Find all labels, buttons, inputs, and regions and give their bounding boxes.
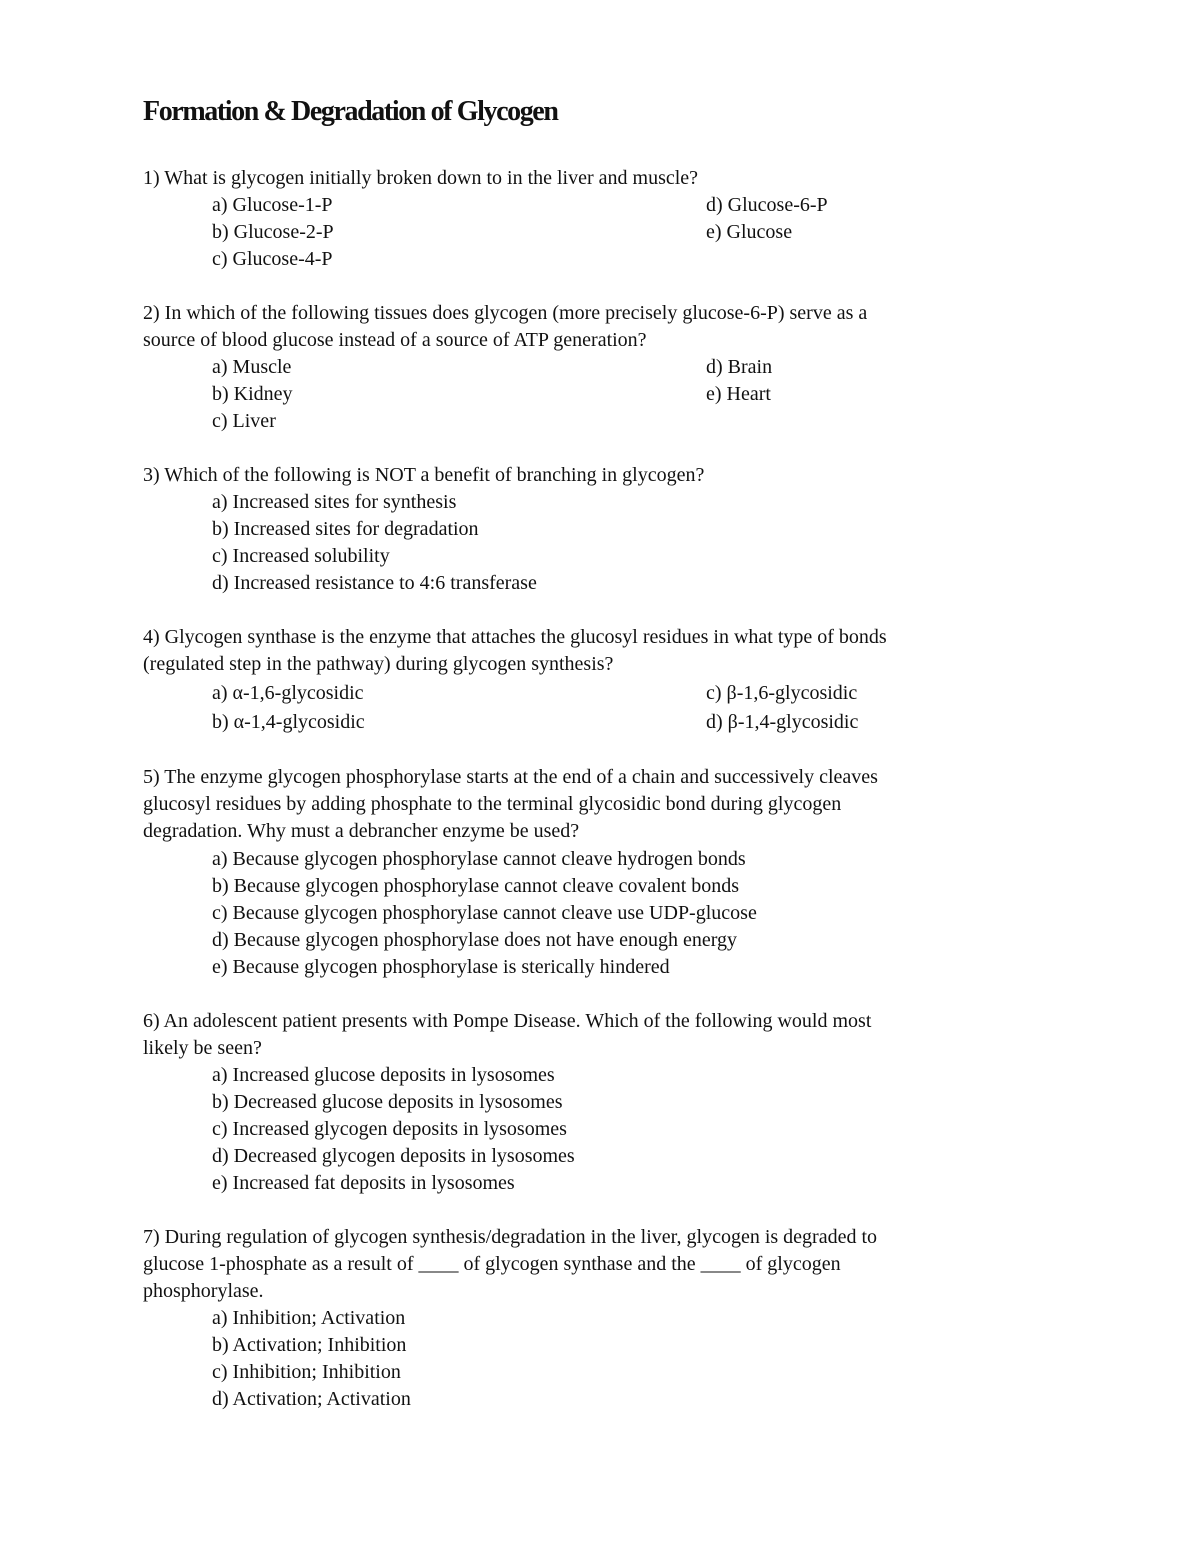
question-6-option-b: b) Decreased glucose deposits in lysosomes: [212, 1091, 563, 1113]
question-3-stem-line-1: 3) Which of the following is NOT a benefit of branching in glycogen?: [143, 464, 705, 486]
question-7-option-d: d) Activation; Activation: [212, 1388, 411, 1410]
question-3-option-a: a) Increased sites for synthesis: [212, 491, 457, 513]
question-1-stem-line-1: 1) What is glycogen initially broken down to in the liver and muscle?: [143, 167, 699, 189]
question-6-option-a: a) Increased glucose deposits in lysosomes: [212, 1064, 555, 1086]
question-7-option-c: c) Inhibition; Inhibition: [212, 1361, 401, 1383]
question-3-option-d: d) Increased resistance to 4:6 transferase: [212, 572, 537, 594]
question-7-stem-line-2: glucose 1-phosphate as a result of ____ of glycogen synthase and the ____ of glycogen: [143, 1253, 841, 1275]
question-5-option-a: a) Because glycogen phosphorylase cannot cleave hydrogen bonds: [212, 848, 746, 870]
question-7-option-a: a) Inhibition; Activation: [212, 1307, 406, 1329]
question-4-option-c: c) β-1,6-glycosidic: [706, 682, 858, 704]
question-5-option-e: e) Because glycogen phosphorylase is sterically hindered: [212, 956, 670, 978]
question-1-option-c: c) Glucose-4-P: [212, 248, 333, 270]
question-7-stem-line-3: phosphorylase.: [143, 1280, 264, 1302]
question-2-option-a: a) Muscle: [212, 356, 292, 378]
question-1-option-a: a) Glucose-1-P: [212, 194, 333, 216]
question-6-option-c: c) Increased glycogen deposits in lysosomes: [212, 1118, 567, 1140]
question-1-option-e: e) Glucose: [706, 221, 793, 243]
question-1-option-d: d) Glucose-6-P: [706, 194, 828, 216]
question-5-stem-line-2: glucosyl residues by adding phosphate to the terminal glycosidic bond during glycogen: [143, 793, 842, 815]
question-2-option-e: e) Heart: [706, 383, 771, 405]
question-4-option-a: a) α-1,6-glycosidic: [212, 682, 364, 704]
question-4-option-d: d) β-1,4-glycosidic: [706, 711, 859, 733]
question-6-option-e: e) Increased fat deposits in lysosomes: [212, 1172, 515, 1194]
question-3-option-b: b) Increased sites for degradation: [212, 518, 479, 540]
question-6-stem-line-2: likely be seen?: [143, 1037, 262, 1059]
question-2-option-b: b) Kidney: [212, 383, 293, 405]
question-2-option-c: c) Liver: [212, 410, 276, 432]
question-6-option-d: d) Decreased glycogen deposits in lysosomes: [212, 1145, 575, 1167]
question-4-stem-line-2: (regulated step in the pathway) during glycogen synthesis?: [143, 653, 614, 675]
question-2-stem-line-1: 2) In which of the following tissues does glycogen (more precisely glucose-6-P) serve as a: [143, 302, 868, 324]
question-5-stem-line-3: degradation. Why must a debrancher enzyme be used?: [143, 820, 580, 842]
question-4-option-b: b) α-1,4-glycosidic: [212, 711, 365, 733]
document-title: Formation & Degradation of Glycogen: [143, 96, 558, 127]
question-3-option-c: c) Increased solubility: [212, 545, 390, 567]
question-2-option-d: d) Brain: [706, 356, 773, 378]
question-7-stem-line-1: 7) During regulation of glycogen synthesis/degradation in the liver, glycogen is degraded to: [143, 1226, 878, 1248]
question-5-stem-line-1: 5) The enzyme glycogen phosphorylase starts at the end of a chain and successively cleaves: [143, 766, 878, 788]
question-1-option-b: b) Glucose-2-P: [212, 221, 334, 243]
question-6-stem-line-1: 6) An adolescent patient presents with Pompe Disease. Which of the following would most: [143, 1010, 872, 1032]
question-5-option-d: d) Because glycogen phosphorylase does not have enough energy: [212, 929, 738, 951]
question-5-option-c: c) Because glycogen phosphorylase cannot cleave use UDP-glucose: [212, 902, 757, 924]
question-4-stem-line-1: 4) Glycogen synthase is the enzyme that attaches the glucosyl residues in what type of bonds: [143, 626, 887, 648]
question-2-stem-line-2: source of blood glucose instead of a source of ATP generation?: [143, 329, 647, 351]
question-7-option-b: b) Activation; Inhibition: [212, 1334, 407, 1356]
question-5-option-b: b) Because glycogen phosphorylase cannot cleave covalent bonds: [212, 875, 740, 897]
